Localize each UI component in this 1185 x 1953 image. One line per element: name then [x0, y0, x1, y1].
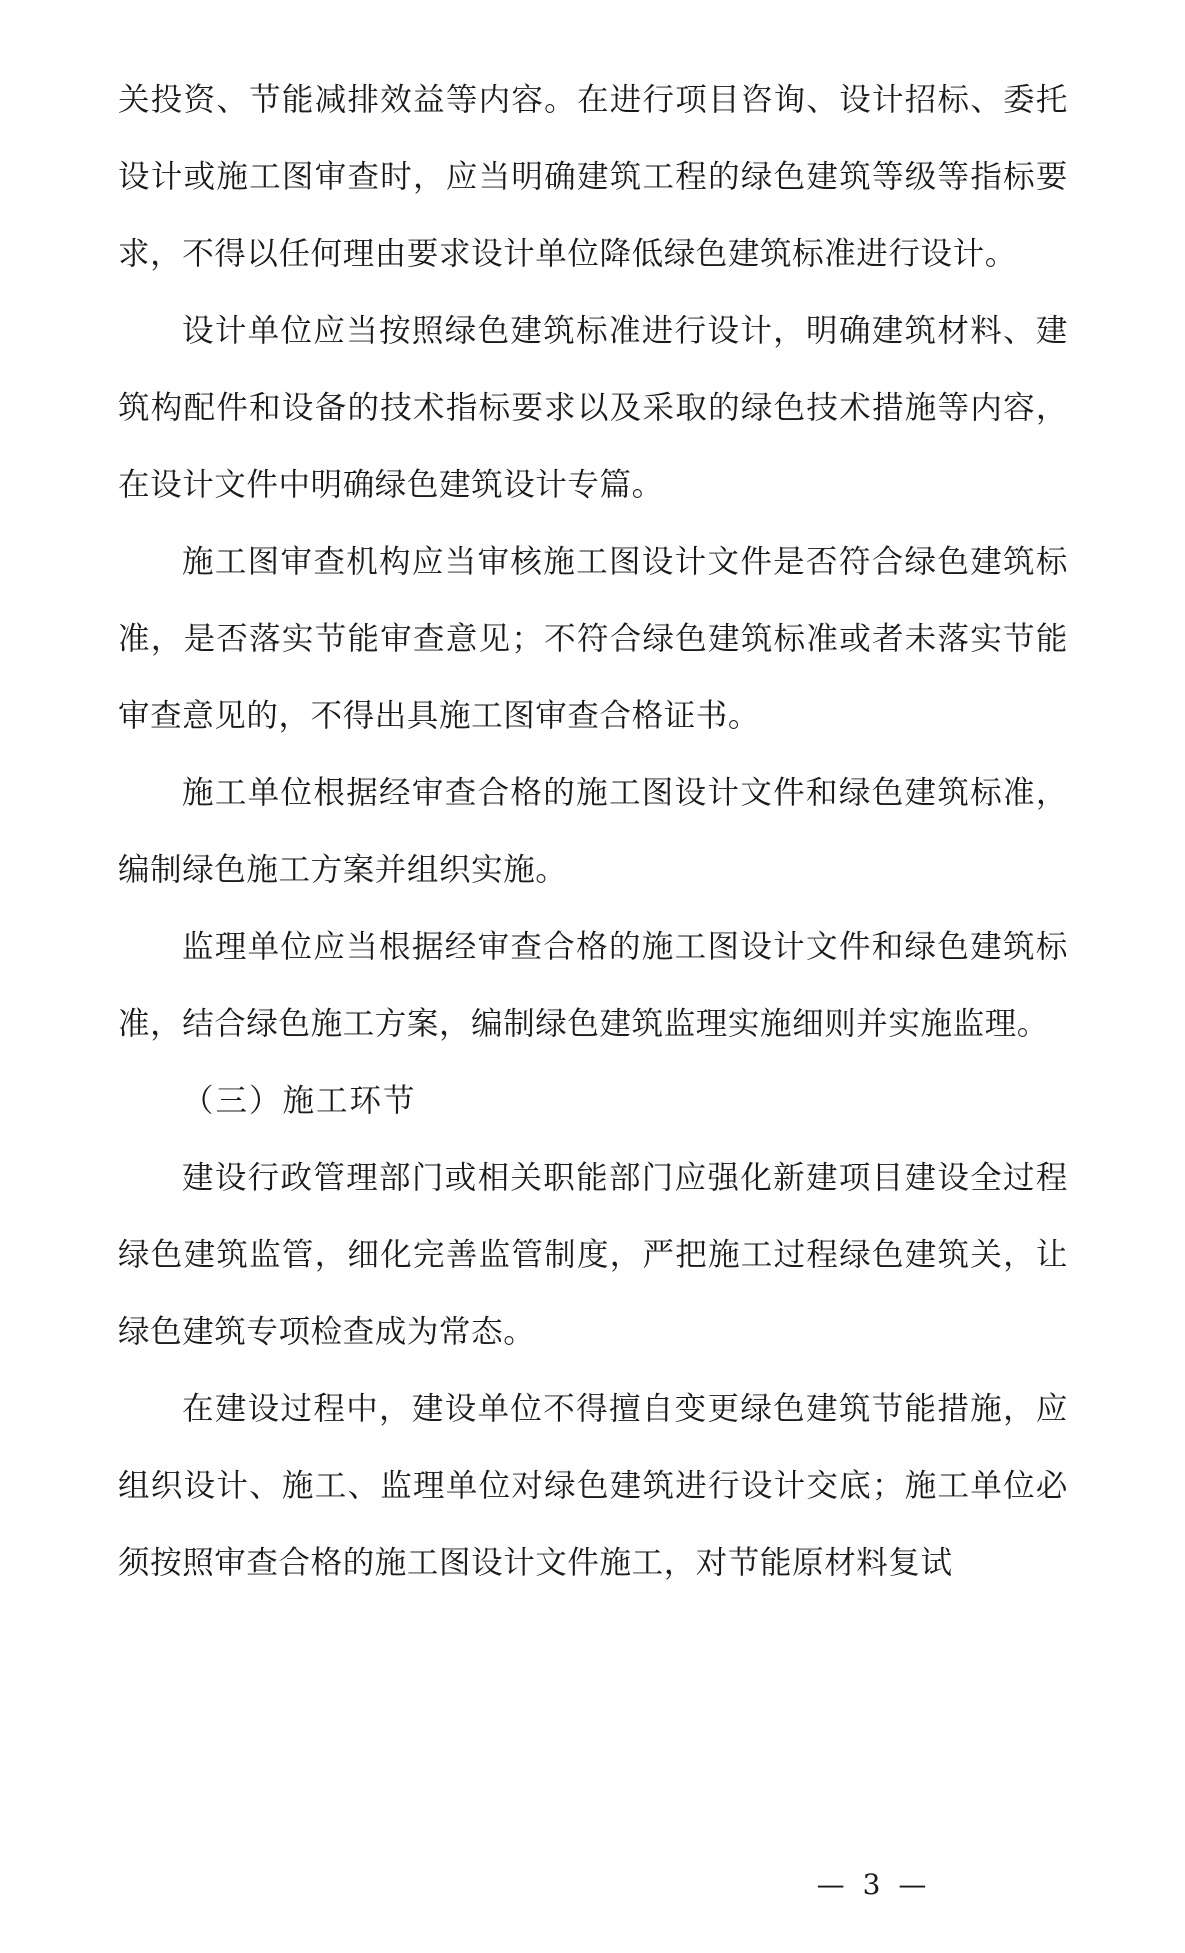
- paragraph-construction-process: 在建设过程中，建设单位不得擅自变更绿色建筑节能措施，应组织设计、施工、监理单位对绿色建筑进行设计交底；施工单位必须按照审查合格的施工图设计文件施工，对节能原材料复试: [118, 1391, 1068, 1581]
- page-footer: [0, 1868, 1185, 1901]
- paragraph-review-agency: 施工图审查机构应当审核施工图设计文件是否符合绿色建筑标准，是否落实节能审查意见；不符合绿色建筑标准或者未落实节能审查意见的，不得出具施工图审查合格证书。: [118, 544, 1068, 734]
- paragraph-design-unit: 设计单位应当按照绿色建筑标准进行设计，明确建筑材料、建筑构配件和设备的技术指标要求以及采取的绿色技术措施等内容，在设计文件中明确绿色建筑设计专篇。: [118, 313, 1068, 503]
- paragraph-continued: 关投资、节能减排效益等内容。在进行项目咨询、设计招标、委托设计或施工图审查时，应当明确建筑工程的绿色建筑等级等指标要求，不得以任何理由要求设计单位降低绿色建筑标准进行设计。: [118, 82, 1068, 272]
- paragraph-supervision-unit: 监理单位应当根据经审查合格的施工图设计文件和绿色建筑标准，结合绿色施工方案，编制绿色建筑监理实施细则并实施监理。: [118, 929, 1068, 1042]
- document-body: [118, 62, 1068, 1602]
- footer-dash-left: —: [816, 1868, 847, 1901]
- footer-page-number: 3: [862, 1868, 883, 1901]
- paragraph-construction-unit: 施工单位根据经审查合格的施工图设计文件和绿色建筑标准，编制绿色施工方案并组织实施。: [118, 775, 1068, 888]
- footer-dash-right: —: [898, 1868, 929, 1901]
- section-heading-construction-phase: （三）施工环节: [182, 1083, 417, 1119]
- paragraph-admin-supervision: 建设行政管理部门或相关职能部门应强化新建项目建设全过程绿色建筑监管，细化完善监管制度，严把施工过程绿色建筑关，让绿色建筑专项检查成为常态。: [118, 1160, 1068, 1350]
